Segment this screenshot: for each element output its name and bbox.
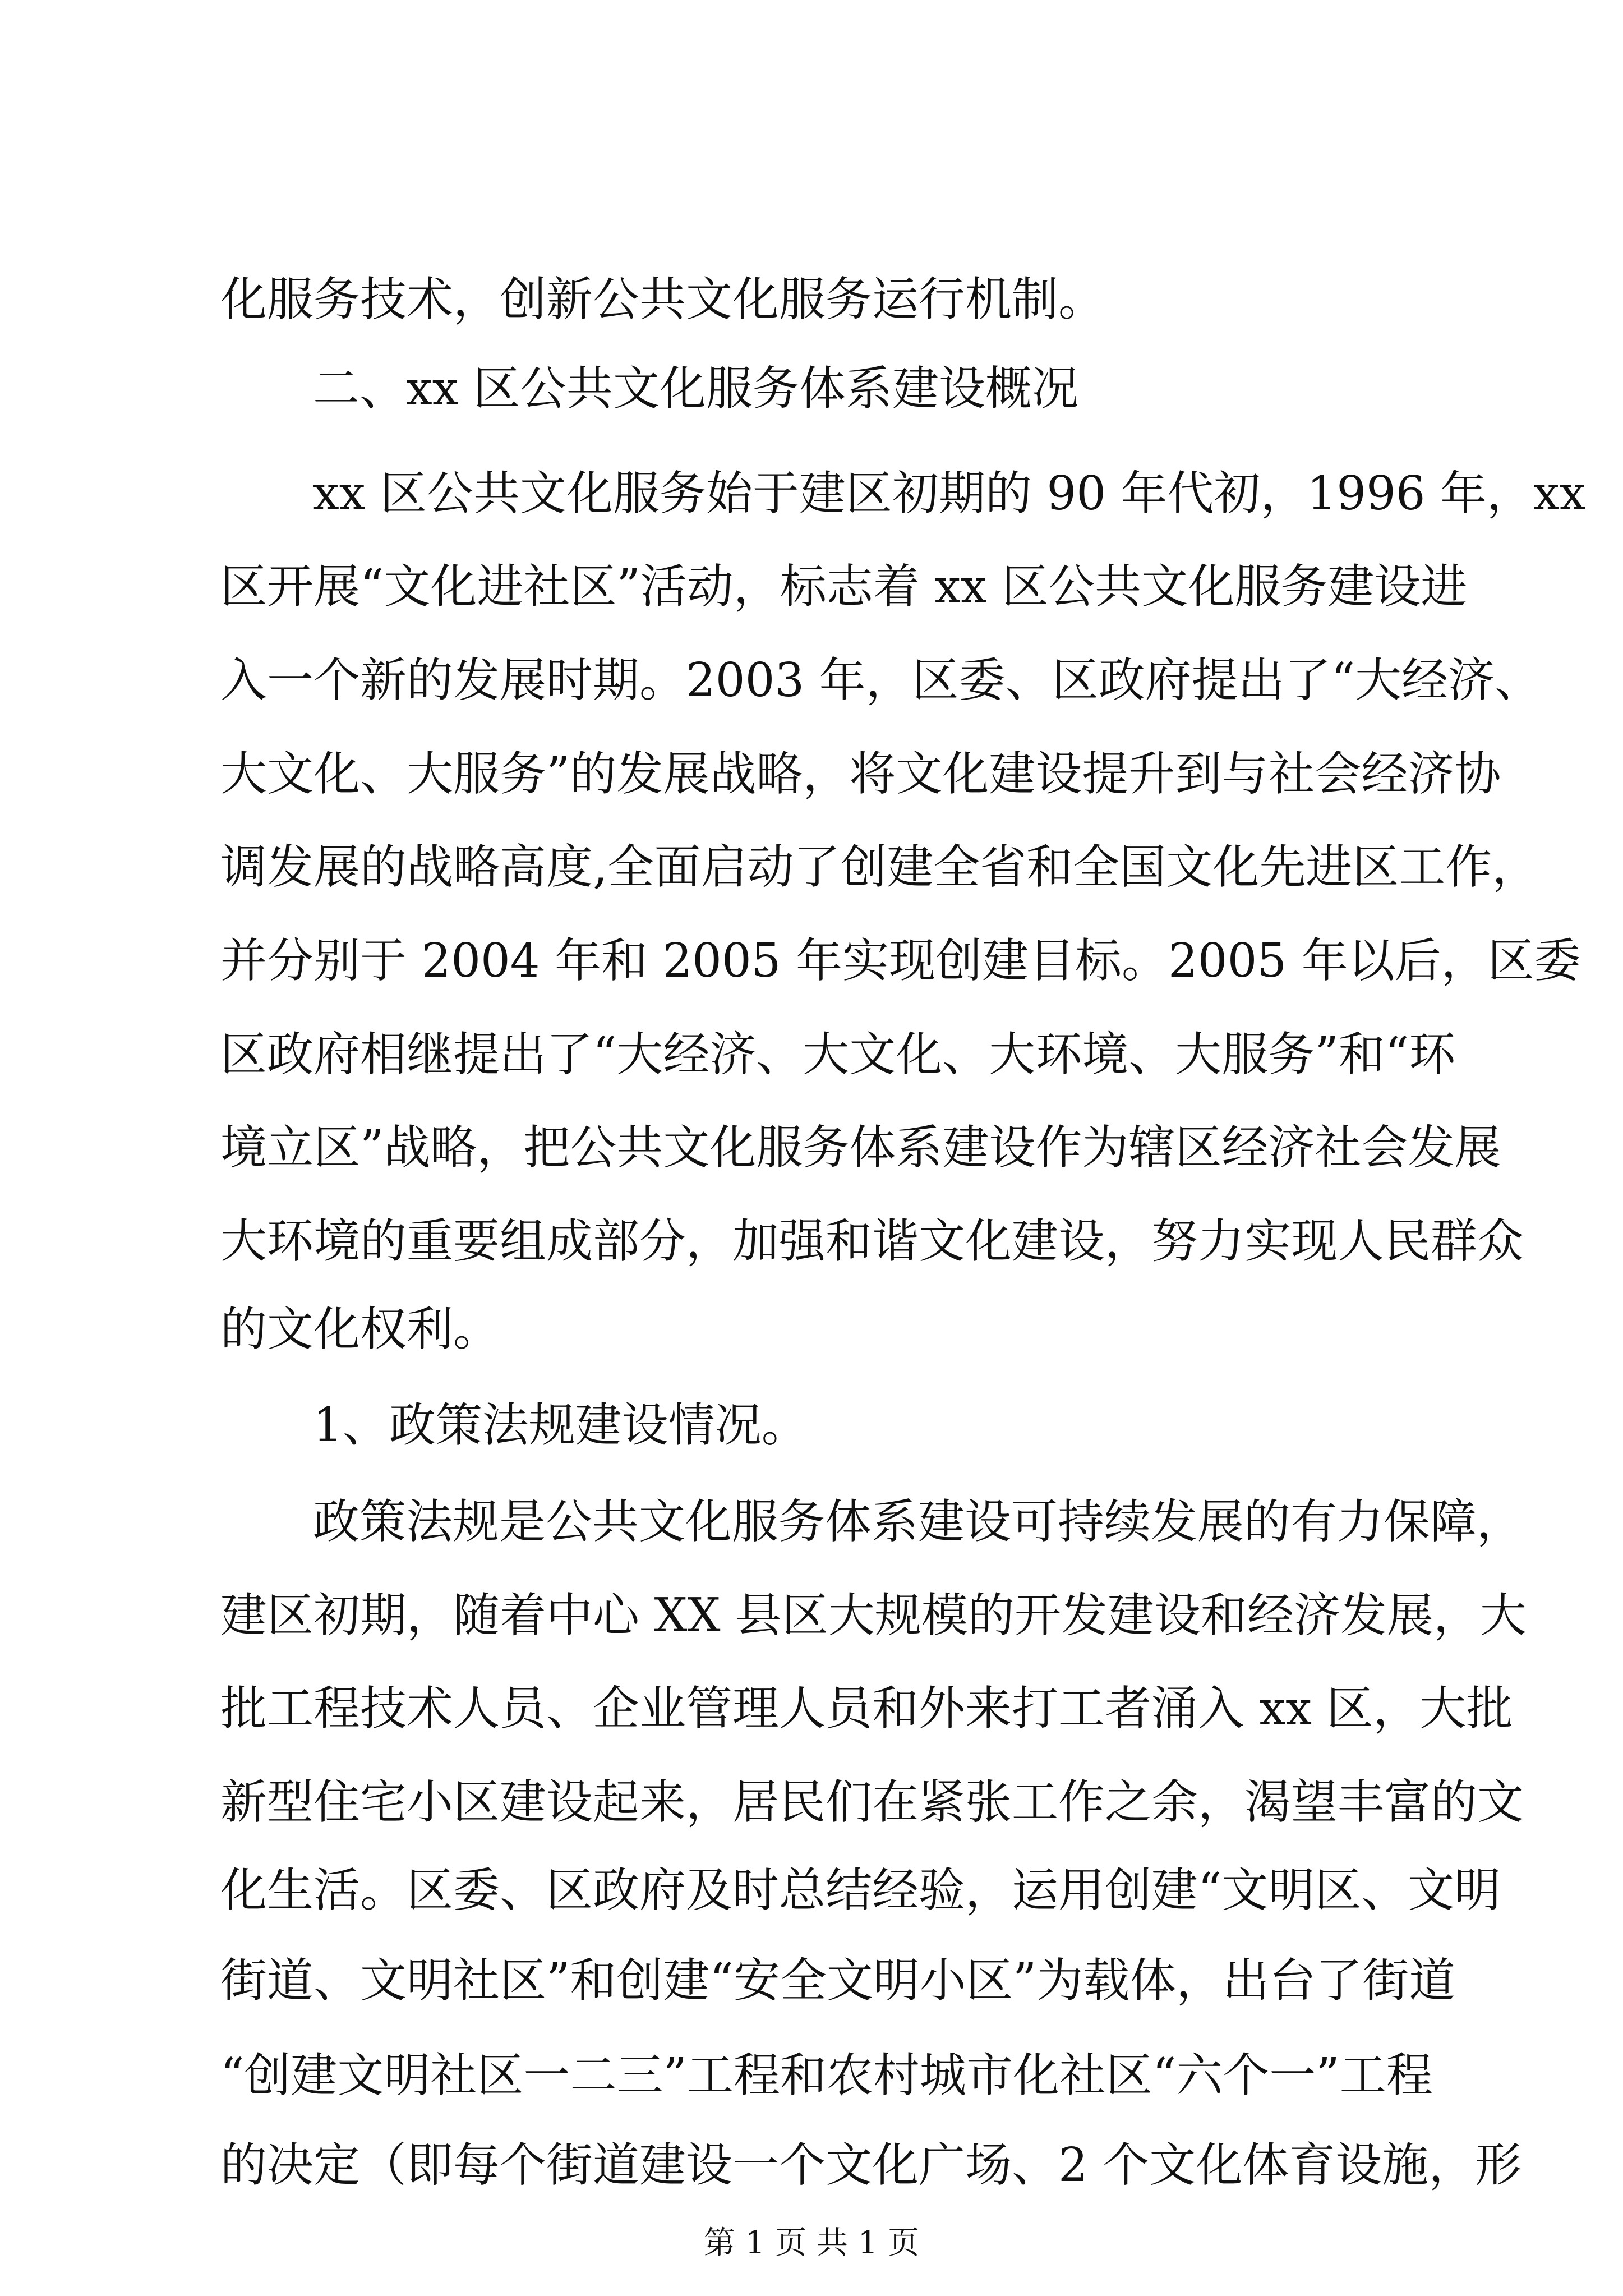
paragraph-line: 区开展“文化进社区”活动，标志着 xx 区公共文化服务建设进 (220, 559, 1468, 614)
section-heading: 二、xx 区公共文化服务体系建设概况 (313, 361, 1079, 416)
paragraph-line: 的决定（即每个街道建设一个文化广场、2 个文化体育设施，形 (220, 2138, 1522, 2192)
paragraph-line: 政策法规是公共文化服务体系建设可持续发展的有力保障， (313, 1494, 1523, 1549)
paragraph-line: 并分别于 2004 年和 2005 年实现创建目标。2005 年以后，区委 (220, 933, 1581, 988)
paragraph-line: 新型住宅小区建设起来，居民们在紧张工作之余，渴望丰富的文 (220, 1775, 1524, 1829)
paragraph-line: 建区初期，随着中心 XX 县区大规模的开发建设和经济发展，大 (220, 1588, 1527, 1642)
paragraph-line: xx 区公共文化服务始于建区初期的 90 年代初，1996 年，xx (313, 466, 1586, 521)
paragraph-line: 街道、文明社区”和创建“安全文明小区”为载体，出台了街道 (220, 1953, 1456, 2008)
paragraph-line: 化服务技术，创新公共文化服务运行机制。 (220, 272, 1105, 326)
subsection-heading: 1、政策法规建设情况。 (313, 1398, 808, 1452)
paragraph-line: 批工程技术人员、企业管理人员和外来打工者涌入 xx 区，大批 (220, 1681, 1513, 1736)
page-footer: 第 1 页 共 1 页 (703, 2225, 920, 2261)
paragraph-line: 调发展的战略高度,全面启动了创建全省和全国文化先进区工作， (220, 840, 1539, 894)
paragraph-line: 境立区”战略，把公共文化服务体系建设作为辖区经济社会发展 (220, 1120, 1501, 1175)
paragraph-line: 入一个新的发展时期。2003 年，区委、区政府提出了“大经济、 (220, 653, 1542, 707)
paragraph-line: 区政府相继提出了“大经济、大文化、大环境、大服务”和“环 (220, 1027, 1456, 1082)
paragraph-line: “创建文明社区一二三”工程和农村城市化社区“六个一”工程 (220, 2048, 1433, 2102)
paragraph-line: 大文化、大服务”的发展战略，将文化建设提升到与社会经济协 (220, 747, 1501, 801)
paragraph-line: 的文化权利。 (220, 1302, 500, 1356)
paragraph-line: 大环境的重要组成部分，加强和谐文化建设，努力实现人民群众 (220, 1214, 1524, 1268)
paragraph-line: 化生活。区委、区政府及时总结经验，运用创建“文明区、文明 (220, 1863, 1501, 1917)
